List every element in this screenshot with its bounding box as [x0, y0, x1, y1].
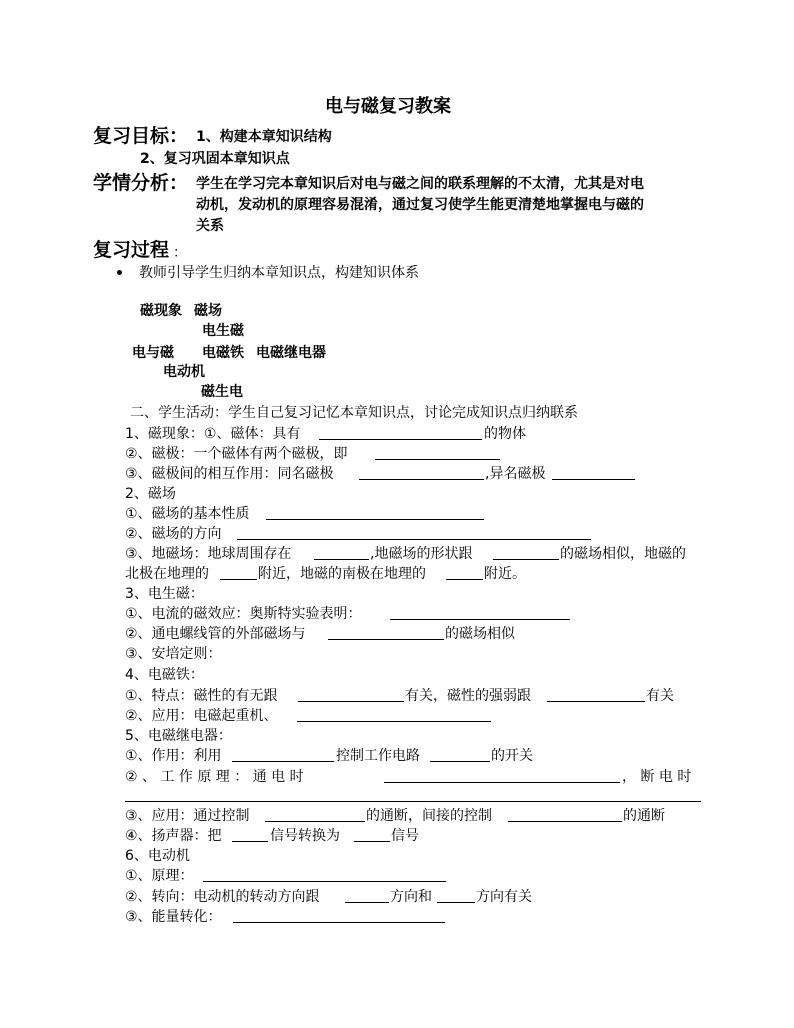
- s6-3-blank[interactable]: [233, 922, 445, 923]
- s4-1-blank-a[interactable]: [298, 701, 404, 702]
- s5-heading: 5、电磁继电器：: [125, 728, 232, 744]
- s2-3-text-d: 北极在地理的: [125, 566, 209, 582]
- s1-3-blank-a[interactable]: [359, 479, 484, 480]
- s2-3-text-e: 附近，地磁的南极在地理的: [258, 566, 426, 582]
- s6-2-text-a: ②、转向：电动机的转动方向跟: [125, 889, 320, 905]
- s2-3-blank-a[interactable]: [314, 559, 369, 560]
- s5-3-text-c: 的通断: [623, 808, 665, 824]
- tree-node-motor: 电动机: [163, 364, 205, 380]
- s5-4-text-a: ④、扬声器：把: [125, 828, 222, 844]
- s5-3-blank-a[interactable]: [265, 821, 365, 822]
- analysis-line-1: 学生在学习完本章知识后对电与磁之间的联系理解的不太清，尤其是对电: [196, 176, 644, 192]
- s5-4-text-c: 信号: [391, 828, 419, 844]
- s5-2-blank-a[interactable]: [384, 782, 620, 783]
- s5-2-text-b: ， 断 电 时: [622, 769, 692, 785]
- s5-2-blank-b[interactable]: [125, 801, 701, 802]
- s2-3-text-a: ③、地磁场：地球周围存在: [125, 546, 292, 562]
- s5-3-blank-b[interactable]: [508, 821, 622, 822]
- s3-heading: 3、电生磁：: [125, 586, 204, 602]
- s3-2-blank[interactable]: [328, 639, 444, 640]
- tree-node-relay: 电磁继电器: [256, 345, 326, 361]
- s1-end: 的物体: [484, 426, 526, 442]
- s3-1-blank[interactable]: [390, 619, 570, 620]
- s5-1-text-a: ①、作用：利用: [125, 748, 222, 764]
- s5-4-blank-b[interactable]: [354, 841, 390, 842]
- s5-4-text-b: 信号转换为: [270, 828, 340, 844]
- s2-3-text-c: 的磁场相似，地磁的: [560, 546, 686, 562]
- s1-blank[interactable]: [319, 439, 482, 440]
- s6-2-text-b: 方向和: [390, 889, 432, 905]
- tree-node-magnetic-phenomena: 磁现象: [140, 303, 182, 319]
- s6-heading: 6、电动机: [125, 848, 190, 864]
- s2-3-blank-c[interactable]: [220, 579, 257, 580]
- s4-2-blank[interactable]: [297, 721, 491, 722]
- s4-1-blank-b[interactable]: [547, 701, 645, 702]
- s5-4-blank-a[interactable]: [232, 841, 268, 842]
- goal-item-1: 1、构建本章知识结构: [196, 129, 332, 145]
- bullet-item-1: 教师引导学生归纳本章知识点，构建知识体系: [139, 265, 419, 281]
- s6-2-blank-b[interactable]: [437, 902, 475, 903]
- s3-2-text: ②、通电螺线管的外部磁场与: [125, 626, 306, 642]
- s2-3-text-b: ,地磁场的形状跟: [370, 546, 473, 562]
- s2-1-text: ①、磁场的基本性质: [125, 506, 250, 522]
- goal-heading: 复习目标：: [93, 125, 189, 147]
- s6-2-blank-a[interactable]: [345, 902, 389, 903]
- s6-3-text: ③、能量转化：: [125, 909, 222, 925]
- s4-1-text-c: 有关: [646, 688, 674, 704]
- s2-1-blank[interactable]: [266, 519, 484, 520]
- analysis-heading: 学情分析：: [93, 172, 189, 194]
- s3-1-text: ①、电流的磁效应：奥斯特实验表明：: [125, 606, 362, 622]
- s6-2-text-c: 方向有关: [476, 889, 532, 905]
- s3-2-text-b: 的磁场相似: [445, 626, 515, 642]
- page-title: 电与磁复习教案: [325, 96, 451, 117]
- s1-3-text-b: ,异名磁极: [485, 466, 546, 482]
- s3-3-text: ③、安培定则：: [125, 646, 222, 662]
- tree-node-magnetism-to-electricity: 磁生电: [201, 384, 243, 400]
- s6-1-text: ①、原理：: [125, 868, 194, 884]
- s5-3-text-a: ③、应用：通过控制: [125, 808, 250, 824]
- s4-1-text-a: ①、特点：磁性的有无跟: [125, 688, 278, 704]
- s2-3-blank-b[interactable]: [493, 559, 559, 560]
- s1-3-text: ③、磁极间的相互作用：同名磁极: [125, 466, 334, 482]
- s5-3-text-b: 的通断，间接的控制: [366, 808, 492, 824]
- s1-2-text: ②、磁极：一个磁体有两个磁极，即: [125, 446, 348, 462]
- analysis-line-3: 关系: [196, 218, 224, 234]
- tree-node-electromagnet: 电磁铁: [202, 345, 244, 361]
- s2-heading: 2、磁场: [125, 486, 176, 502]
- s5-2-text-a: ② 、 工 作 原 理 ： 通 电 时: [125, 769, 304, 785]
- s4-1-text-b: 有关，磁性的强弱跟: [405, 688, 531, 704]
- s5-1-blank-a[interactable]: [232, 761, 334, 762]
- s4-heading: 4、电磁铁：: [125, 667, 204, 683]
- activity-heading: 二、学生活动：学生自己复习记忆本章知识点，讨论完成知识点归纳联系: [130, 405, 578, 421]
- s2-2-blank[interactable]: [237, 539, 591, 540]
- s2-3-blank-d[interactable]: [446, 579, 483, 580]
- process-colon: ：: [173, 245, 187, 261]
- s4-2-text: ②、应用：电磁起重机、: [125, 708, 278, 724]
- bullet-dot: [117, 270, 122, 275]
- s5-1-blank-b[interactable]: [430, 761, 490, 762]
- s6-1-blank[interactable]: [203, 881, 446, 882]
- s1-text: 1、磁现象：①、磁体：具有: [125, 426, 301, 442]
- s1-2-blank[interactable]: [375, 459, 500, 460]
- s5-1-text-b: 控制工作电路: [336, 748, 420, 764]
- s2-2-text: ②、磁场的方向: [125, 526, 222, 542]
- tree-node-magnetic-field: 磁场: [194, 303, 222, 319]
- tree-node-electricity-to-magnetism: 电生磁: [202, 323, 244, 339]
- s5-1-text-c: 的开关: [491, 748, 533, 764]
- tree-node-root: 电与磁: [132, 345, 174, 361]
- process-heading: 复习过程: [93, 239, 170, 261]
- goal-item-2: 2、复习巩固本章知识点: [140, 151, 290, 167]
- s1-3-blank-b[interactable]: [552, 479, 635, 480]
- s2-3-text-f: 附近。: [484, 566, 526, 582]
- analysis-line-2: 动机，发动机的原理容易混淆，通过复习使学生能更清楚地掌握电与磁的: [196, 197, 644, 213]
